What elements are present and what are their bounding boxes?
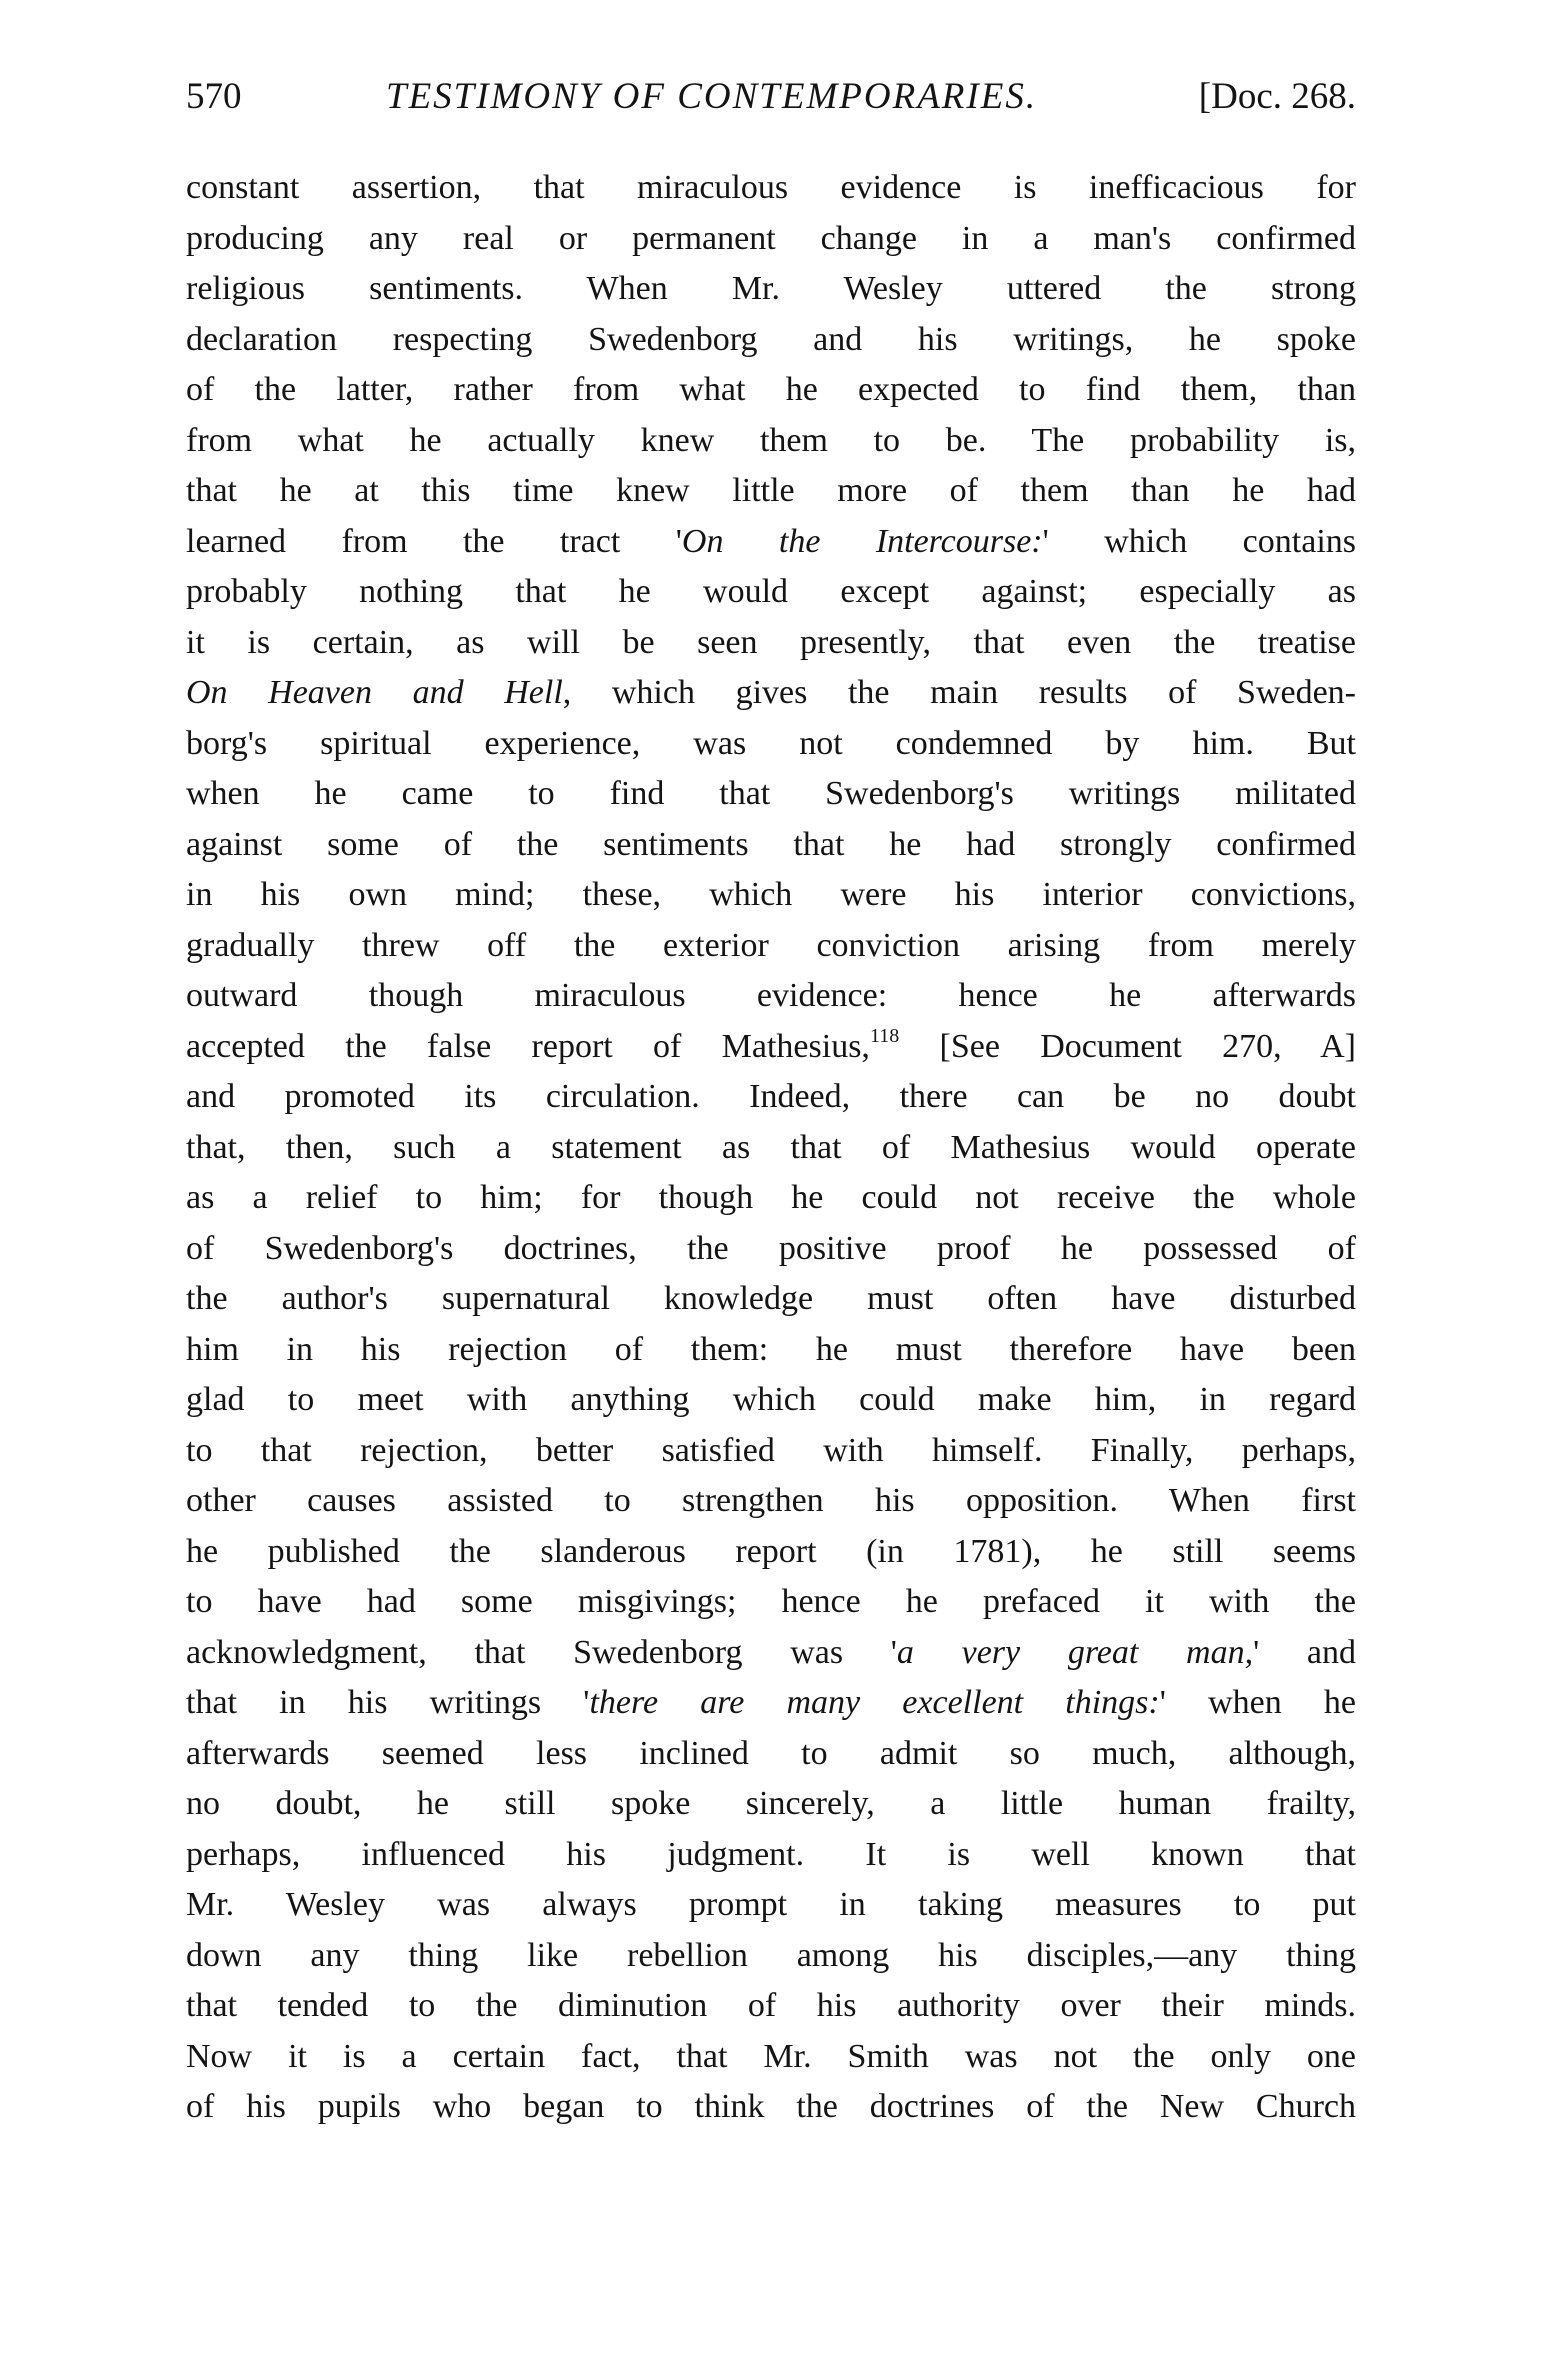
- text-line: declaration respecting Swedenborg and his writings, he spoke: [186, 320, 1356, 358]
- text-line: of Swedenborg's doctrines, the positive proof he possessed of: [186, 1229, 1356, 1267]
- text-line: to that rejection, better satisfied with himself. Finally, perhaps,: [186, 1431, 1356, 1469]
- text-line: against some of the sentiments that he had strongly confirmed: [186, 825, 1356, 863]
- running-head: [186, 72, 1356, 122]
- document-reference: [Doc. 268.: [1198, 76, 1356, 117]
- text-line: perhaps, influenced his judgment. It is well known that: [186, 1835, 1356, 1873]
- text-line: Mr. Wesley was always prompt in taking measures to put: [186, 1886, 1356, 1923]
- text-line: as a relief to him; for though he could not receive the whole: [186, 1179, 1356, 1216]
- text-line: accepted the false report of Mathesius,$^{118}$ [See Document 270, A]: [186, 1025, 1356, 1065]
- page-number: 570: [186, 76, 242, 117]
- body-paragraph: [186, 163, 1356, 2133]
- text-line: On Heaven and Hell, which gives the main results of Sweden-: [186, 674, 1356, 711]
- text-line: that he at this time knew little more of them than he had: [186, 472, 1356, 509]
- text-line: down any thing like rebellion among his disciples,—any thing: [186, 1936, 1356, 1974]
- text-line: glad to meet with anything which could make him, in regard: [186, 1381, 1356, 1418]
- text-line: the author's supernatural knowledge must often have disturbed: [186, 1280, 1356, 1317]
- text-line: he published the slanderous report (in 1781), he still seems: [186, 1532, 1356, 1570]
- text-line: him in his rejection of them: he must therefore have been: [186, 1330, 1356, 1368]
- text-line: probably nothing that he would except against; especially as: [186, 573, 1356, 610]
- text-line: constant assertion, that miraculous evidence is inefficacious for: [186, 169, 1356, 206]
- text-line: religious sentiments. When Mr. Wesley uttered the strong: [186, 270, 1356, 307]
- text-line: that, then, such a statement as that of Mathesius would operate: [186, 1128, 1356, 1166]
- text-line: of his pupils who began to think the doctrines of the New Church: [186, 2088, 1356, 2125]
- text-line: borg's spiritual experience, was not condemned by him. But: [186, 724, 1356, 762]
- text-line: it is certain, as will be seen presently, that even the treatise: [186, 623, 1356, 661]
- text-line: producing any real or permanent change in a man's confirmed: [186, 219, 1356, 257]
- text-line: that tended to the diminution of his authority over their minds.: [186, 1987, 1356, 2024]
- text-line: afterwards seemed less inclined to admit so much, although,: [186, 1734, 1356, 1772]
- text-line: that in his writings 'there are many excellent things:' when he: [186, 1684, 1356, 1721]
- text-line: from what he actually knew them to be. The probability is,: [186, 421, 1356, 459]
- text-line: in his own mind; these, which were his interior convictions,: [186, 876, 1356, 913]
- text-line: learned from the tract 'On the Intercourse:' which contains: [186, 522, 1356, 560]
- text-line: Now it is a certain fact, that Mr. Smith was not the only one: [186, 2037, 1356, 2075]
- text-line: of the latter, rather from what he expected to find them, than: [186, 371, 1356, 408]
- running-title: TESTIMONY OF CONTEMPORARIES.: [386, 76, 1038, 117]
- text-line: other causes assisted to strengthen his opposition. When first: [186, 1482, 1356, 1519]
- text-line: to have had some misgivings; hence he prefaced it with the: [186, 1583, 1356, 1620]
- text-line: no doubt, he still spoke sincerely, a little human frailty,: [186, 1785, 1356, 1822]
- text-line: when he came to find that Swedenborg's writings militated: [186, 775, 1356, 812]
- text-line: acknowledgment, that Swedenborg was 'a very great man,' and: [186, 1633, 1356, 1671]
- text-line: gradually threw off the exterior conviction arising from merely: [186, 926, 1356, 964]
- text-line: and promoted its circulation. Indeed, there can be no doubt: [186, 1078, 1356, 1115]
- text-line: outward though miraculous evidence: hence he afterwards: [186, 977, 1356, 1014]
